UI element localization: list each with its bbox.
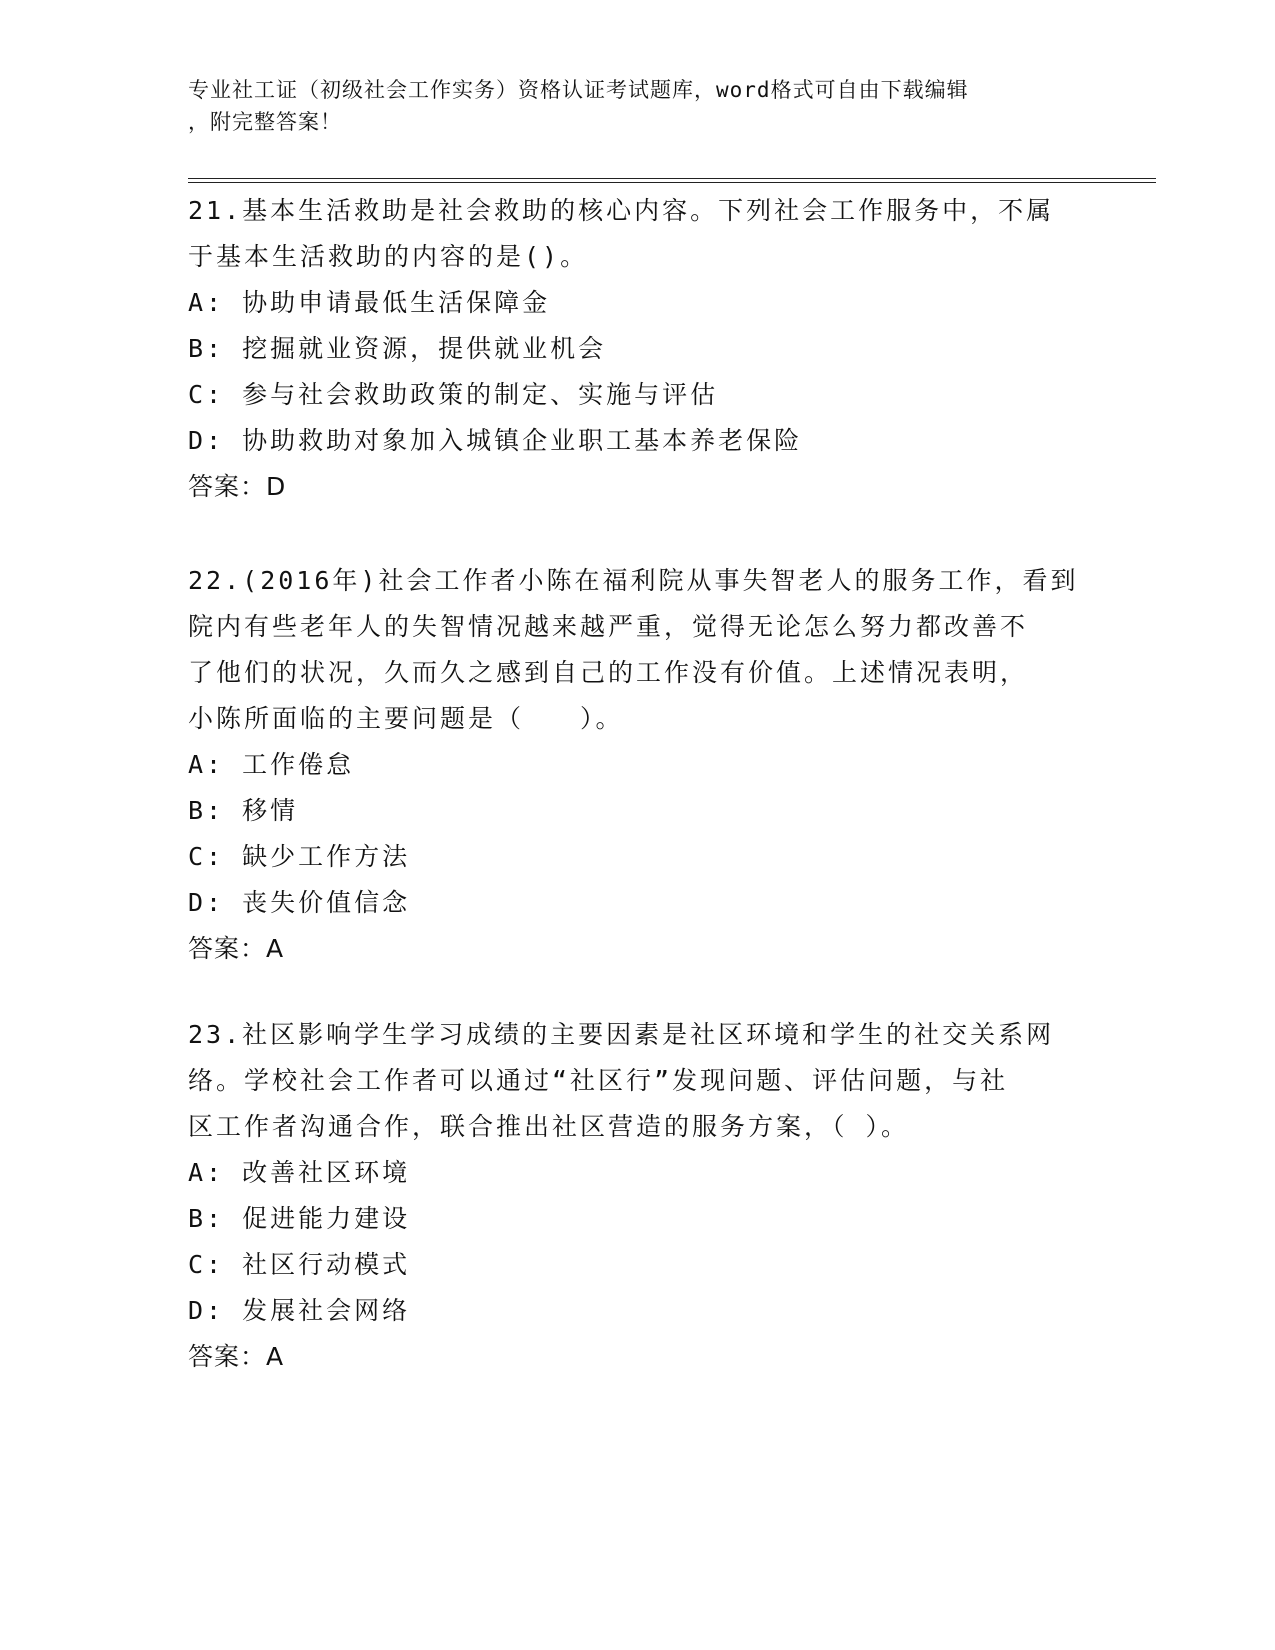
option-c: C: 社区行动模式 (188, 1250, 411, 1279)
option-c: C: 参与社会救助政策的制定、实施与评估 (188, 380, 719, 409)
question-stem-line: 络。学校社会工作者可以通过“社区行”发现问题、评估问题，与社 (188, 1066, 1009, 1095)
option-a: A: 改善社区环境 (188, 1158, 411, 1187)
option-d: D: 丧失价值信念 (188, 888, 411, 917)
answer-line: 答案：D (188, 472, 287, 501)
answer-line: 答案：A (188, 934, 285, 963)
option-a: A: 协助申请最低生活保障金 (188, 288, 551, 317)
option-b: B: 移情 (188, 796, 299, 825)
option-b: B: 促进能力建设 (188, 1204, 411, 1233)
question-22 (188, 558, 1088, 972)
question-stem-line: 23.社区影响学生学习成绩的主要因素是社区环境和学生的社交关系网 (188, 1020, 1055, 1049)
question-stem-line: 22.(2016年)社会工作者小陈在福利院从事失智老人的服务工作，看到 (188, 566, 1079, 595)
option-d: D: 协助救助对象加入城镇企业职工基本养老保险 (188, 426, 803, 455)
option-a: A: 工作倦怠 (188, 750, 355, 779)
header-line-1: 专业社工证（初级社会工作实务）资格认证考试题库，word格式可自由下载编辑 (188, 78, 969, 102)
option-b: B: 挖掘就业资源，提供就业机会 (188, 334, 607, 363)
question-stem-line: 区工作者沟通合作，联合推出社区营造的服务方案，（ ）。 (188, 1112, 910, 1141)
question-stem-line: 21.基本生活救助是社会救助的核心内容。下列社会工作服务中，不属 (188, 196, 1055, 225)
answer-line: 答案：A (188, 1342, 285, 1371)
question-stem-line: 了他们的状况，久而久之感到自己的工作没有价值。上述情况表明， (188, 658, 1029, 687)
question-stem-line: 院内有些老年人的失智情况越来越严重，觉得无论怎么努力都改善不 (188, 612, 1029, 641)
option-c: C: 缺少工作方法 (188, 842, 411, 871)
question-23 (188, 1012, 1088, 1380)
question-stem-line: 小陈所面临的主要问题是（ ）。 (188, 704, 624, 733)
header-line-2: ，附完整答案！ (188, 110, 342, 134)
question-21 (188, 188, 1088, 510)
document-header (188, 74, 1078, 138)
question-stem-line: 于基本生活救助的内容的是()。 (188, 242, 589, 271)
option-d: D: 发展社会网络 (188, 1296, 411, 1325)
header-divider (188, 178, 1156, 183)
